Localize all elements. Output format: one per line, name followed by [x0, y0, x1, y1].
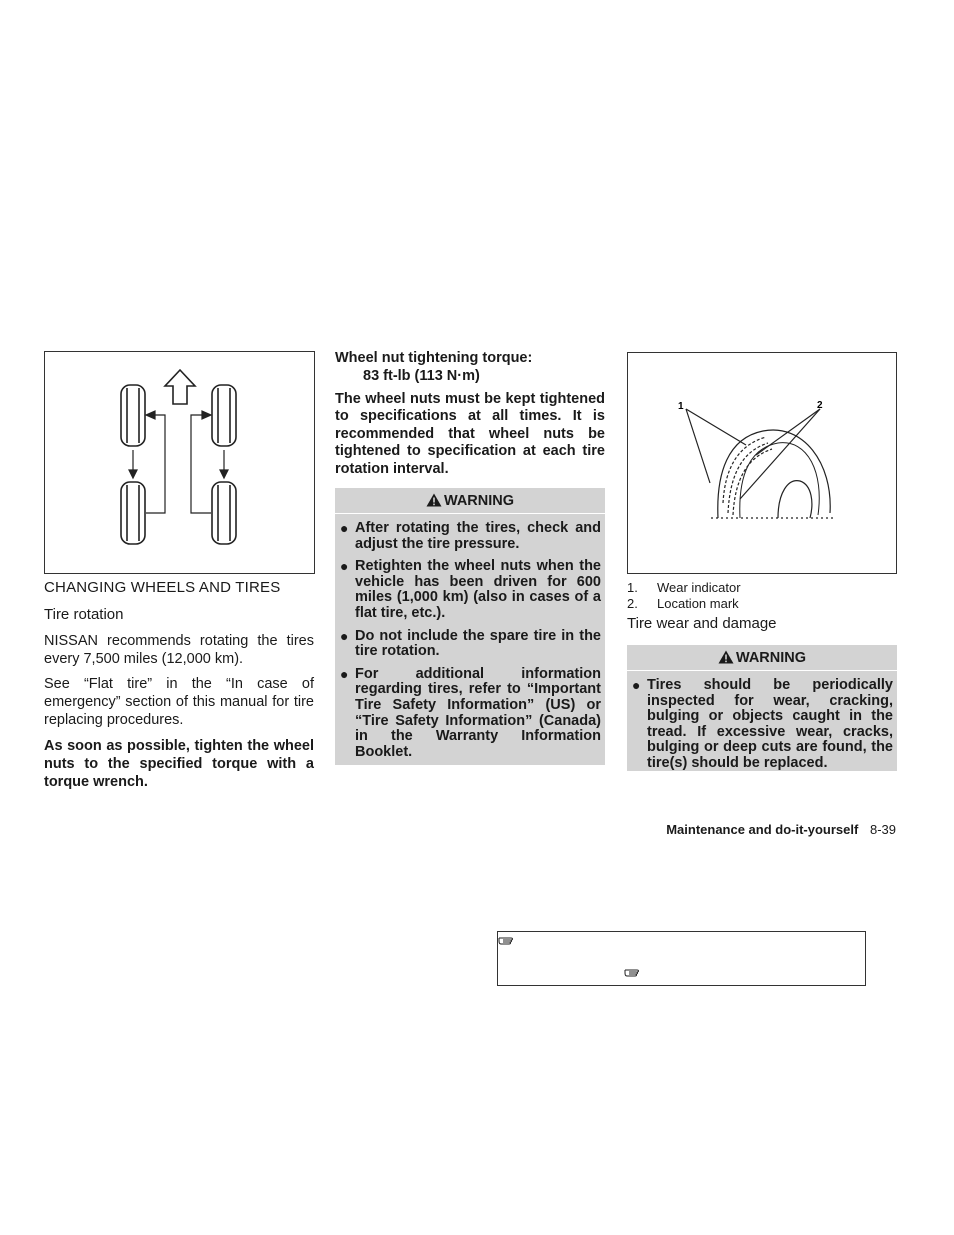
warning-box-rotation: [335, 488, 605, 765]
warning-item: ● For additional information regarding tires, refer to “Important Tire Safety Information” (US) or “Tire Safety Information” (Canada) in the Warranty Information Booklet.: [340, 665, 601, 760]
paragraph-flat-tire-ref: See “Flat tire” in the “In case of emergency” section of this manual for tire replacing procedures.: [44, 676, 314, 728]
paragraph-tighten-nuts: As soon as possible, tighten the wheel nuts to the specified torque with a torque wrench.: [44, 738, 314, 790]
warning-item: ● Retighten the wheel nuts when the vehicle has been driven for 600 miles (1,000 km) (also in cases of a flat tire, etc.).: [340, 558, 601, 621]
tire-rotation-diagram: [45, 352, 314, 573]
front-right-tire: [212, 385, 236, 446]
tire-wear-figure: [627, 352, 897, 574]
warning-title: WARNING: [335, 488, 605, 514]
warning-triangle-icon: [718, 650, 734, 664]
caption-wear-indicator: 1. Wear indicator: [627, 580, 741, 595]
caption-location-mark: 2. Location mark: [627, 596, 739, 611]
page-footer: [560, 822, 896, 838]
warning-title: WARNING: [627, 645, 897, 671]
pointing-hand-icon: [498, 934, 518, 946]
warning-item: ● After rotating the tires, check and adjust the tire pressure.: [340, 520, 601, 552]
subheading-tire-rotation: Tire rotation: [44, 606, 124, 623]
forward-arrow-icon: [165, 370, 195, 404]
callout-2: 2: [817, 400, 823, 411]
warning-triangle-icon: [426, 493, 442, 507]
paragraph-rotation-interval: NISSAN recommends rotating the tires every 7,500 miles (12,000 km).: [44, 633, 314, 667]
footer-page-number: 8-39: [869, 822, 896, 837]
warning-box-tire-wear: [627, 645, 897, 771]
footer-section: Maintenance and do-it-yourself: [666, 822, 859, 837]
warning-item: ● Tires should be periodically inspected for wear, cracking, bulging or objects caught in the tread. If excessive wear, cracks, bulging or deep cuts are found, the tire(s) should be replaced.: [632, 677, 893, 771]
section-heading: CHANGING WHEELS AND TIRES: [44, 579, 281, 596]
pointing-hand-icon: [624, 966, 644, 978]
front-left-tire: [121, 385, 145, 446]
rear-left-tire: [121, 482, 145, 544]
torque-value: 83 ft-lb (113 N·m): [363, 368, 480, 384]
subheading-tire-wear: Tire wear and damage: [627, 615, 777, 632]
paragraph-keep-tightened: The wheel nuts must be kept tightened to specifications at all times. It is recommended that wheel nuts be tightened to specification at each tire rotation interval.: [335, 391, 605, 477]
reference-box: [497, 931, 866, 986]
tire-wear-diagram: [628, 353, 896, 573]
callout-1: 1: [678, 401, 684, 412]
rear-right-tire: [212, 482, 236, 544]
torque-label: Wheel nut tightening torque:: [335, 350, 533, 366]
warning-item: ● Do not include the spare tire in the tire rotation.: [340, 627, 601, 660]
tire-rotation-figure: [44, 351, 315, 574]
